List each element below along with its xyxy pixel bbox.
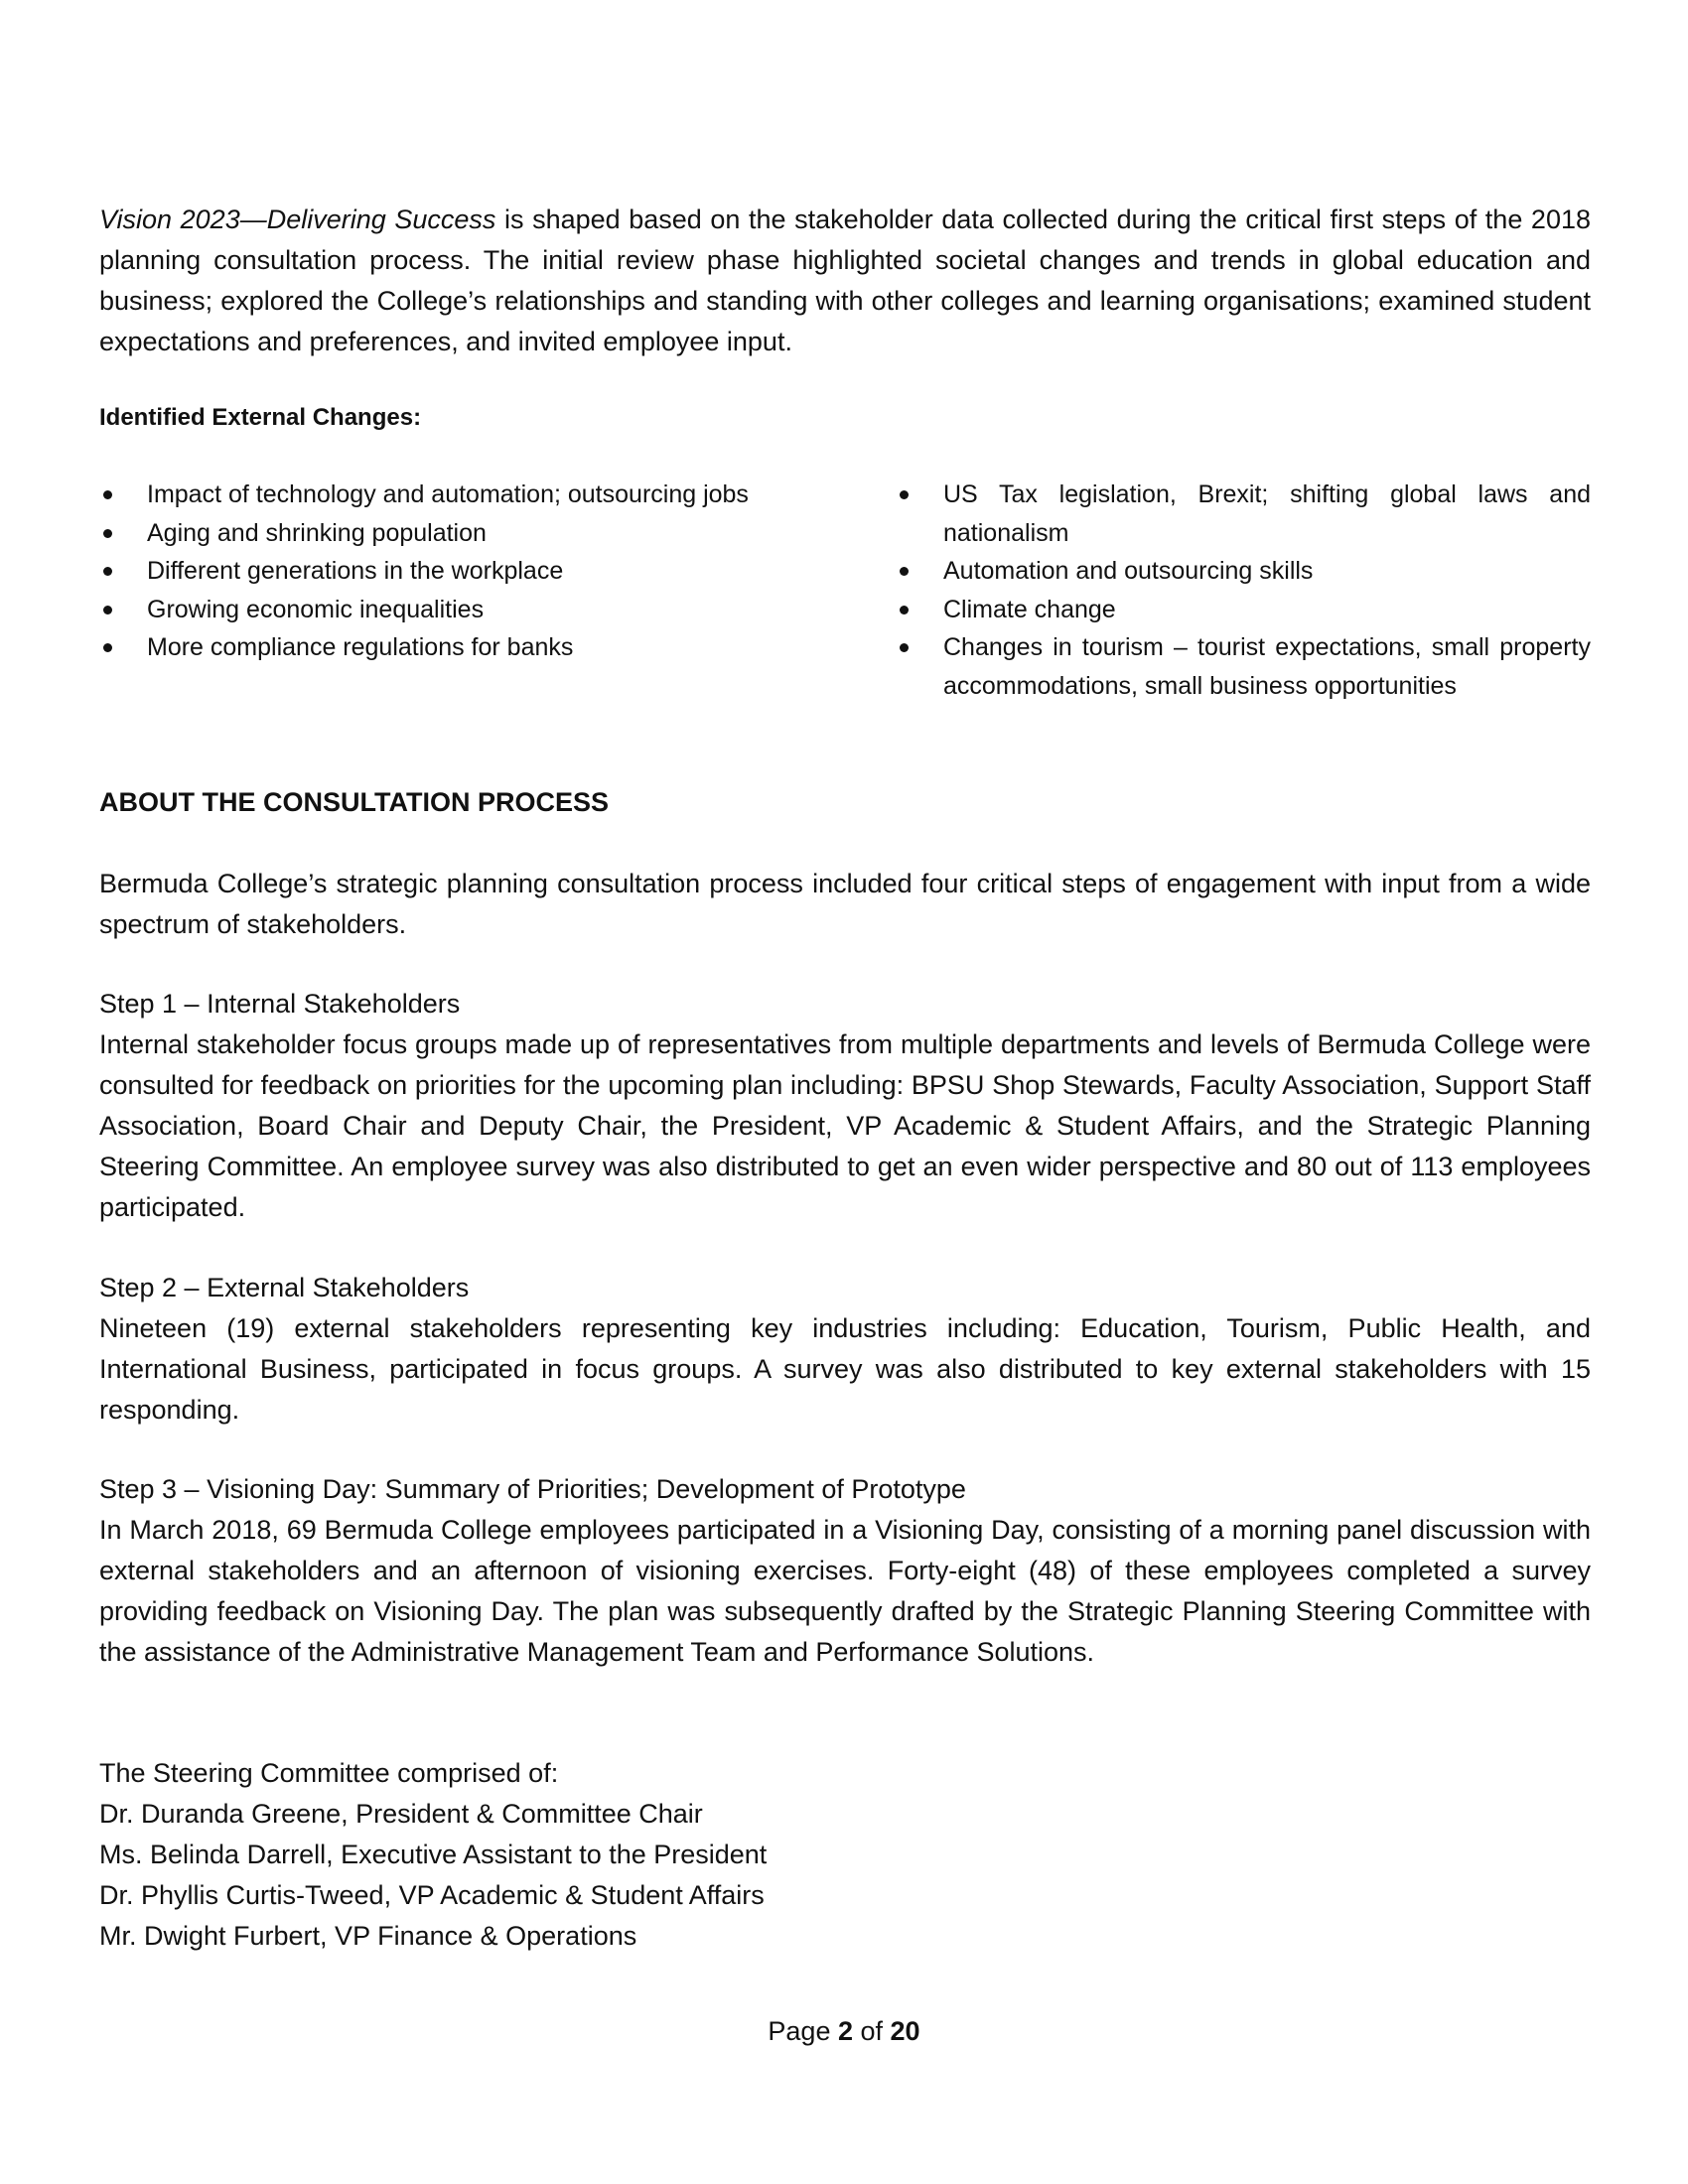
bullet-icon <box>900 643 909 652</box>
of-label: of <box>853 2016 891 2046</box>
current-page-number: 2 <box>837 2016 853 2046</box>
list-item: Impact of technology and automation; outsourcing jobs <box>103 476 800 514</box>
step-title: Step 2 – External Stakeholders <box>99 1273 470 1302</box>
bullet-icon <box>900 490 909 499</box>
bullet-icon <box>900 567 909 576</box>
external-changes-heading: Identified External Changes: <box>99 404 422 431</box>
consultation-heading: ABOUT THE CONSULTATION PROCESS <box>99 787 609 817</box>
committee-member: Ms. Belinda Darrell, Executive Assistant to the President <box>99 1840 768 1869</box>
total-pages: 20 <box>890 2016 920 2046</box>
list-item: Aging and shrinking population <box>103 514 800 553</box>
page-footer <box>0 2011 1688 2052</box>
step-2 <box>99 1268 1591 1431</box>
bullet-icon <box>103 606 112 614</box>
list-item: Different generations in the workplace <box>103 552 800 591</box>
committee-member: Mr. Dwight Furbert, VP Finance & Operations <box>99 1921 637 1951</box>
bullet-icon <box>103 529 112 538</box>
list-item: Changes in tourism – tourist expectations, small property accommodations, small business opportunities <box>900 628 1591 705</box>
step-1 <box>99 984 1591 1228</box>
list-item: US Tax legislation, Brexit; shifting global laws and nationalism <box>900 476 1591 552</box>
steering-committee <box>99 1753 1591 1957</box>
page-label: Page <box>768 2016 838 2046</box>
intro-text: is shaped based on the stakeholder data collected during the critical first steps of the 2018 planning consultation process. The initial review phase highlighted societal changes and trends in global education and business; explored the College’s relationships and standing with other colleges and learning organisations; examined student expectations and preferences, and invited employee input. <box>99 205 1591 356</box>
committee-member: Dr. Duranda Greene, President & Committee Chair <box>99 1799 703 1829</box>
committee-member: Dr. Phyllis Curtis-Tweed, VP Academic & Student Affairs <box>99 1880 765 1910</box>
bullet-icon <box>103 643 112 652</box>
bullet-icon <box>103 490 112 499</box>
step-body: In March 2018, 69 Bermuda College employees participated in a Visioning Day, consisting of a morning panel discussion with external stakeholders and an afternoon of visioning exercises. Forty-eight (48) of these employees completed a survey providing feedback on Visioning Day. The plan was subsequently drafted by the Strategic Planning Steering Committee with the assistance of the Administrative Management Team and Performance Solutions. <box>99 1515 1591 1667</box>
step-body: Internal stakeholder focus groups made up of representatives from multiple departments and levels of Bermuda College were consulted for feedback on priorities for the upcoming plan including: BPSU Shop Stewards, Faculty Association, Support Staff Association, Board Chair and Deputy Chair, the President, VP Academic & Student Affairs, and the Strategic Planning Steering Committee. An employee survey was also distributed to get an even wider perspective and 80 out of 113 employees participated. <box>99 1029 1591 1222</box>
step-title: Step 1 – Internal Stakeholders <box>99 989 461 1019</box>
list-item: Automation and outsourcing skills <box>900 552 1591 591</box>
intro-title: Vision 2023—Delivering Success <box>99 205 496 234</box>
consultation-intro: Bermuda College’s strategic planning consultation process included four critical steps of engagement with input from a wide spectrum of stakeholders. <box>99 869 1591 939</box>
list-item: More compliance regulations for banks <box>103 628 800 667</box>
bullet-icon <box>900 606 909 614</box>
intro-paragraph <box>99 200 1591 362</box>
external-changes-list-left <box>103 476 800 667</box>
bullet-icon <box>103 567 112 576</box>
committee-intro: The Steering Committee comprised of: <box>99 1758 559 1788</box>
external-changes-list-right <box>900 476 1591 705</box>
step-title: Step 3 – Visioning Day: Summary of Priorities; Development of Prototype <box>99 1474 966 1504</box>
step-3 <box>99 1469 1591 1673</box>
list-item: Climate change <box>900 591 1591 629</box>
list-item: Growing economic inequalities <box>103 591 800 629</box>
step-body: Nineteen (19) external stakeholders representing key industries including: Education, Tourism, Public Health, and International Business, participated in focus groups. A survey was also distributed to key external stakeholders with 15 responding. <box>99 1313 1591 1425</box>
